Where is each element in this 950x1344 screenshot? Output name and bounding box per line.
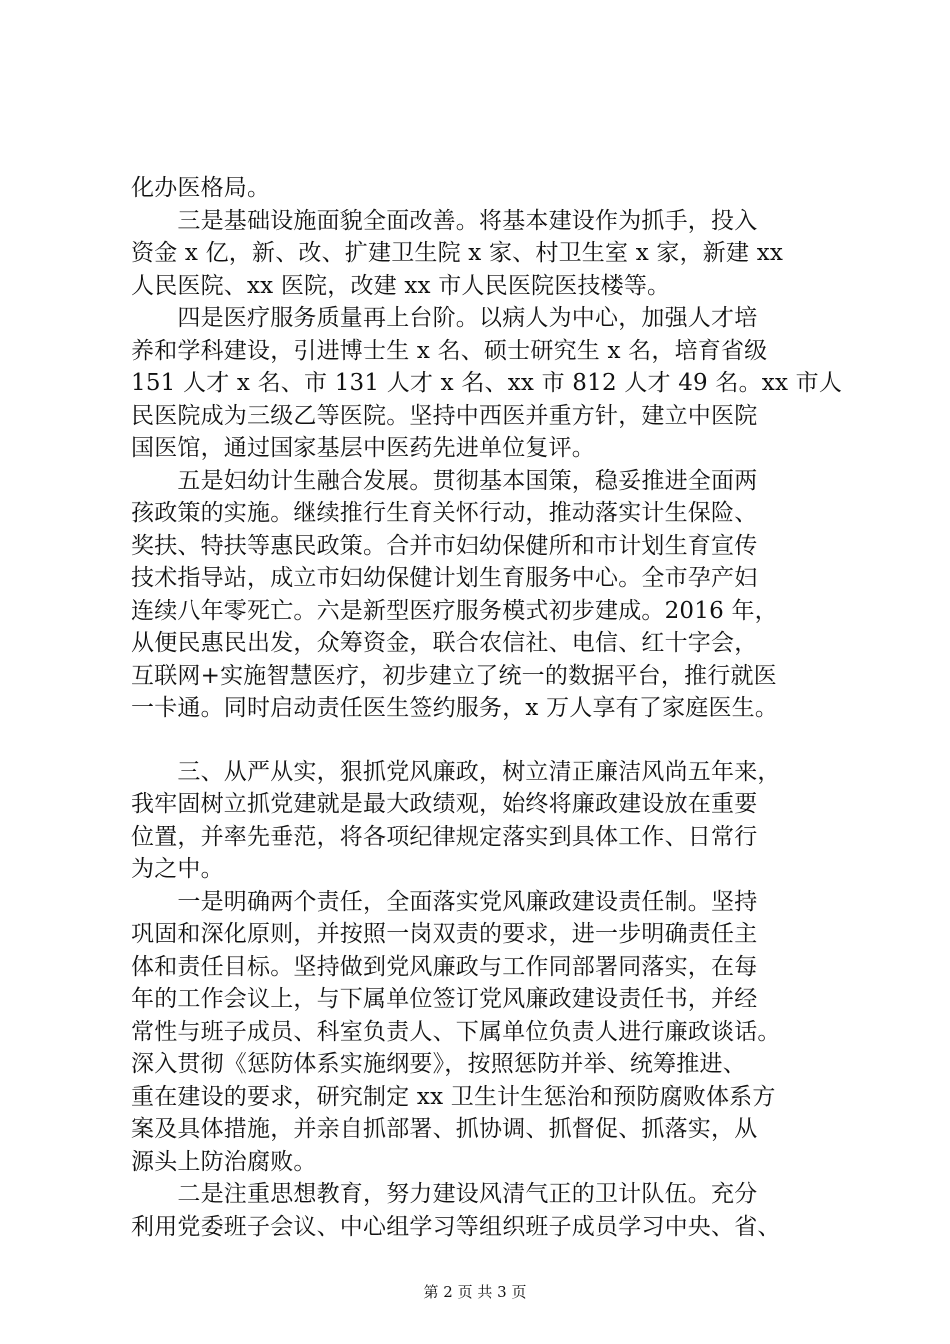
text-line: 一是明确两个责任，全面落实党风廉政建设责任制。坚持 xyxy=(131,888,758,915)
text-line: 互联网+实施智慧医疗，初步建立了统一的数据平台，推行就医 xyxy=(131,662,777,689)
text-line: 常性与班子成员、科室负责人、下属单位负责人进行廉政谈话。 xyxy=(131,1018,781,1045)
text-line: 化办医格局。 xyxy=(131,175,271,201)
text-line: 深入贯彻《惩防体系实施纲要》，按照惩防并举、统筹推进、 xyxy=(131,1051,746,1077)
text-line: 人民医院、xx 医院，改建 xx 市人民医院医技楼等。 xyxy=(131,272,671,299)
text-line: 年的工作会议上，与下属单位签订党风廉政建设责任书，并经 xyxy=(131,986,758,1012)
text-line: 五是妇幼计生融合发展。贯彻基本国策，稳妥推进全面两 xyxy=(131,467,758,494)
text-line: 养和学科建设，引进博士生 x 名、硕士研究生 x 名，培育省级 xyxy=(131,337,768,364)
text-line: 四是医疗服务质量再上台阶。以病人为中心，加强人才培 xyxy=(131,305,758,331)
text-line: 利用党委班子会议、中心组学习等组织班子成员学习中央、省、 xyxy=(131,1213,781,1240)
text-line: 连续八年零死亡。六是新型医疗服务模式初步建成。2016 年， xyxy=(131,597,778,624)
text-line: 三、从严从实，狠抓党风廉政，树立清正廉洁风尚五年来， xyxy=(131,758,781,785)
text-line: 我牢固树立抓党建就是最大政绩观，始终将廉政建设放在重要 xyxy=(131,791,758,817)
text-line: 三是基础设施面貌全面改善。将基本建设作为抓手，投入 xyxy=(131,207,758,234)
text-line: 为之中。 xyxy=(131,856,224,882)
text-line: 国医馆，通过国家基层中医药先进单位复评。 xyxy=(131,435,595,461)
page-number-footer: 第 2 页 共 3 页 xyxy=(423,1283,527,1301)
text-line: 案及具体措施，并亲自抓部署、抓协调、抓督促、抓落实，从 xyxy=(131,1116,758,1142)
text-line: 技术指导站，成立市妇幼保健计划生育服务中心。全市孕产妇 xyxy=(131,565,758,591)
paragraph-gap xyxy=(131,725,851,756)
text-line: 源头上防治腐败。 xyxy=(131,1148,317,1175)
text-line: 从便民惠民出发，众筹资金，联合农信社、电信、红十字会， xyxy=(131,630,758,656)
text-line: 奖扶、特扶等惠民政策。合并市妇幼保健所和市计划生育宣传 xyxy=(131,532,758,559)
text-line: 位置，并率先垂范，将各项纪律规定落实到具体工作、日常行 xyxy=(131,823,758,850)
text-line: 孩政策的实施。继续推行生育关怀行动，推动落实计生保险、 xyxy=(131,500,758,526)
text-line: 体和责任目标。坚持做到党风廉政与工作同部署同落实，在每 xyxy=(131,953,758,980)
text-line: 151 人才 x 名、市 131 人才 x 名、xx 市 812 人才 49 名。xx 市人 xyxy=(131,370,843,396)
text-line: 二是注重思想教育，努力建设风清气正的卫计队伍。充分 xyxy=(131,1181,758,1207)
text-line: 巩固和深化原则，并按照一岗双责的要求，进一步明确责任主 xyxy=(131,921,758,947)
text-line: 重在建设的要求，研究制定 xx 卫生计生惩治和预防腐败体系方 xyxy=(131,1083,776,1110)
text-line: 民医院成为三级乙等医院。坚持中西医并重方针，建立中医院 xyxy=(131,402,758,429)
document-body xyxy=(131,172,851,1243)
text-line: 一卡通。同时启动责任医生签约服务，x 万人享有了家庭医生。 xyxy=(131,695,779,721)
text-line: 资金 x 亿，新、改、扩建卫生院 x 家、村卫生室 x 家，新建 xx xyxy=(131,240,784,266)
